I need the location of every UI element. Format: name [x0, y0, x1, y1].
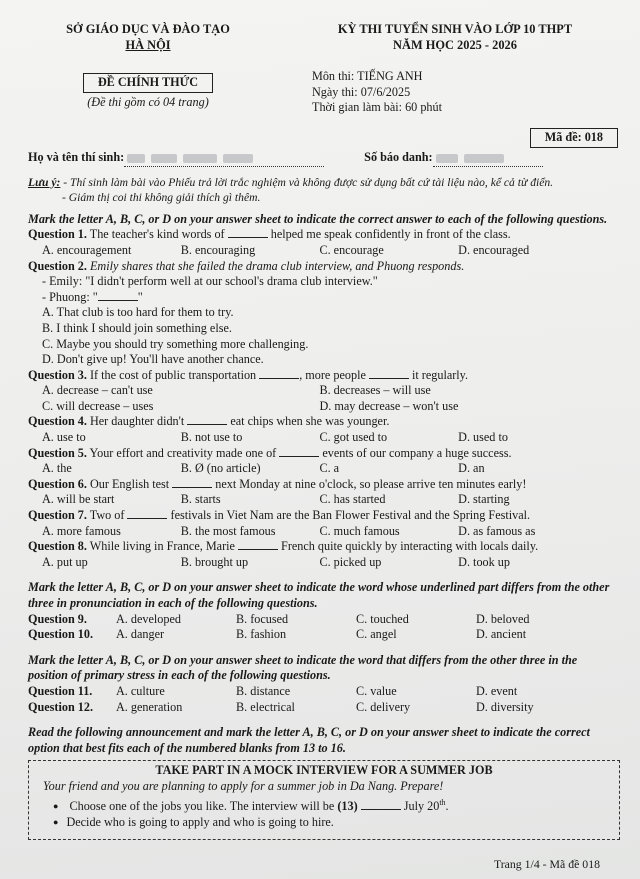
q2-option-d[interactable]: D. Don't give up! You'll have another chance.: [42, 352, 264, 367]
bullet1-blank: [361, 809, 401, 810]
q4-option-c[interactable]: C. got used to: [319, 430, 388, 445]
q2-option-b[interactable]: B. I think I should join something else.: [42, 320, 232, 335]
exam-title: KỲ THI TUYỂN SINH VÀO LỚP 10 THPT: [337, 22, 573, 36]
q11-option-c[interactable]: C. value: [356, 683, 397, 698]
q3-blank-1: [259, 378, 299, 379]
question-7: [28, 508, 620, 524]
section3-instruction: Mark the letter A, B, C, or D on your answer sheet to indicate the word that differs from the other three in the position of primary stress in each of the following questions.: [28, 652, 578, 683]
question-3: [28, 368, 620, 384]
q3-options-row1: [42, 383, 620, 399]
question-11: [28, 684, 620, 700]
q7-options: [42, 524, 620, 540]
q7-stem-b: festivals in Viet Nam are the Ban Flower Festival and the Spring Festival.: [170, 508, 531, 523]
q1-option-a[interactable]: A. encouragement: [42, 242, 132, 257]
q5-option-b[interactable]: B. Ø (no article): [180, 461, 261, 476]
q12-option-d[interactable]: D. diversity: [476, 699, 534, 714]
notes-line1: - Thí sinh làm bài vào Phiếu trả lời trắc nghiệm và không được sử dụng bất cứ tài liệu nào, kể cả từ điển.: [63, 175, 554, 189]
q7-blank: [127, 518, 167, 519]
q5-options: [42, 461, 620, 477]
exam-header: [28, 22, 620, 116]
q2-line1: - Emily: "I didn't perform well at our school's drama club interview.": [42, 274, 378, 289]
q8-option-a[interactable]: A. put up: [42, 554, 88, 569]
announcement-bullet-1: [53, 795, 605, 816]
q6-options: [42, 492, 620, 508]
q8-option-c[interactable]: C. picked up: [319, 554, 382, 569]
q11-option-b[interactable]: B. distance: [236, 683, 291, 698]
q2-line2: [42, 290, 620, 306]
exam-duration: Thời gian làm bài: 60 phút: [312, 100, 442, 115]
q3-option-b[interactable]: B. decreases – will use: [319, 383, 431, 398]
q7-label: Question 7.: [28, 508, 87, 523]
q1-option-c[interactable]: C. encourage: [319, 242, 384, 257]
q11-label: Question 11.: [28, 683, 93, 698]
question-2: [28, 259, 620, 275]
header-left: [28, 22, 268, 116]
q10-option-d[interactable]: D. ancient: [476, 627, 527, 642]
question-10: [28, 627, 620, 643]
q3-options-row2: [42, 399, 620, 415]
q4-stem-a: Her daughter didn't: [89, 414, 185, 429]
q9-option-a[interactable]: A. developed: [116, 611, 181, 626]
notes: [28, 175, 620, 206]
exam-subject: Môn thi: TIẾNG ANH: [312, 69, 423, 84]
bullet1-sup: th: [439, 797, 446, 807]
section4-instruction: Read the following announcement and mark the letter A, B, C, or D on your answer sheet to indicate the correct option that best fits each of the numbered blanks from 13 to 16.: [28, 725, 590, 755]
q4-options: [42, 430, 620, 446]
notes-line2: - Giám thị coi thi không giải thích gì thêm.: [62, 191, 261, 205]
q6-label: Question 6.: [28, 476, 87, 491]
q2-stem: Emily shares that she failed the drama club interview, and Phuong responds.: [89, 258, 465, 273]
q4-option-d[interactable]: D. used to: [458, 430, 508, 445]
q3-label: Question 3.: [28, 367, 87, 382]
question-4: [28, 414, 620, 430]
q8-label: Question 8.: [28, 539, 87, 554]
q6-stem-a: Our English test: [89, 476, 170, 491]
q3-stem-a: If the cost of public transportation: [89, 367, 257, 382]
q9-option-d[interactable]: D. beloved: [476, 611, 530, 626]
pages-note: (Đề thi gồm có 04 trang): [87, 94, 209, 109]
q1-blank: [228, 237, 268, 238]
question-1: [28, 227, 620, 243]
question-12: [28, 700, 620, 716]
q3-option-c[interactable]: C. will decrease – uses: [42, 398, 154, 413]
q8-options: [42, 555, 620, 571]
question-6: [28, 477, 620, 493]
q1-option-b[interactable]: B. encouraging: [180, 242, 256, 257]
q3-stem-b: , more people: [299, 367, 366, 382]
q5-option-c[interactable]: C. a: [319, 461, 340, 476]
exam-date: Ngày thi: 07/6/2025: [312, 84, 411, 99]
q1-label: Question 1.: [28, 227, 87, 242]
q1-options: [42, 243, 620, 259]
q8-stem-a: While living in France, Marie: [89, 539, 235, 554]
announcement-box: [28, 760, 620, 840]
q10-label: Question 10.: [28, 627, 94, 642]
q2-line2-a: - Phuong: ": [42, 289, 98, 304]
q2-label: Question 2.: [28, 258, 87, 273]
q3-option-a[interactable]: A. decrease – can't use: [42, 383, 153, 398]
q7-option-a[interactable]: A. more famous: [42, 523, 121, 538]
question-8: [28, 539, 620, 555]
bullet1-text-b: July 20: [403, 798, 440, 813]
q12-option-c[interactable]: C. delivery: [356, 699, 411, 714]
q3-stem-c: it regularly.: [411, 367, 469, 382]
q2-blank: [98, 300, 138, 301]
q8-blank: [238, 549, 278, 550]
q6-option-c[interactable]: C. has started: [319, 492, 386, 507]
q7-stem-a: Two of: [89, 508, 125, 523]
header-right: [290, 22, 620, 116]
q10-option-c[interactable]: C. angel: [356, 627, 397, 642]
announcement-bullet-2: ● Decide who is going to apply and who is going to hire.: [53, 815, 605, 832]
q3-option-d[interactable]: D. may decrease – won't use: [319, 398, 459, 413]
q7-option-c[interactable]: C. much famous: [319, 523, 400, 538]
q1-stem-a: The teacher's kind words of: [89, 227, 225, 242]
q12-option-b[interactable]: B. electrical: [236, 699, 295, 714]
exam-code: Mã đề: 018: [530, 128, 618, 148]
q5-option-d[interactable]: D. an: [458, 461, 485, 476]
q1-stem-b: helped me speak confidently in front of the class.: [270, 227, 511, 242]
q5-stem-a: Your effort and creativity made one of: [89, 445, 277, 460]
q2-line2-b: ": [137, 289, 143, 304]
q4-stem-b: eat chips when she was younger.: [230, 414, 390, 429]
q11-option-a[interactable]: A. culture: [116, 683, 165, 698]
org-line2: HÀ NỘI: [125, 37, 171, 52]
q9-option-b[interactable]: B. focused: [236, 611, 289, 626]
candidate-sbd-label: Số báo danh:: [364, 149, 433, 164]
q6-stem-b: next Monday at nine o'clock, so please arrive ten minutes early!: [215, 476, 527, 491]
q8-option-d[interactable]: D. took up: [458, 554, 510, 569]
org-line1: SỞ GIÁO DỤC VÀ ĐÀO TẠO: [66, 22, 230, 36]
bullet1-text-c: .: [445, 798, 449, 813]
q6-option-a[interactable]: A. will be start: [42, 492, 115, 507]
candidate-name-blank: [124, 150, 324, 167]
section1-instruction: Mark the letter A, B, C, or D on your answer sheet to indicate the correct answer to each of the following questions.: [28, 211, 608, 226]
candidate-line: [28, 150, 620, 167]
q12-option-a[interactable]: A. generation: [116, 699, 183, 714]
q6-blank: [172, 487, 212, 488]
exam-year: NĂM HỌC 2025 - 2026: [393, 37, 517, 52]
announcement-intro: Your friend and you are planning to apply for a summer job in Da Nang. Prepare!: [43, 778, 444, 793]
page-footer: Trang 1/4 - Mã đề 018: [493, 857, 600, 872]
q9-option-c[interactable]: C. touched: [356, 611, 409, 626]
q3-blank-2: [369, 378, 409, 379]
q4-option-a[interactable]: A. use to: [42, 430, 86, 445]
q9-label: Question 9.: [28, 611, 87, 626]
official-badge: ĐỀ CHÍNH THỨC: [83, 73, 213, 93]
q4-label: Question 4.: [28, 414, 87, 429]
bullet1-blank-number: (13): [337, 798, 358, 813]
section2-instruction: Mark the letter A, B, C, or D on your answer sheet to indicate the word whose underlined part differs from the other three in pronunciation in each of the following questions.: [28, 580, 610, 610]
q5-stem-b: events of our company a huge success.: [322, 445, 512, 460]
q10-option-b[interactable]: B. fashion: [236, 627, 287, 642]
question-5: [28, 446, 620, 462]
candidate-sbd-blank: [433, 150, 543, 167]
q7-option-b[interactable]: B. the most famous: [180, 523, 276, 538]
q12-label: Question 12.: [28, 699, 94, 714]
q5-option-a[interactable]: A. the: [42, 461, 72, 476]
q6-option-d[interactable]: D. starting: [458, 492, 510, 507]
announcement-title: TAKE PART IN A MOCK INTERVIEW FOR A SUMMER JOB: [155, 763, 493, 778]
q2-option-c[interactable]: C. Maybe you should try something more challenging.: [42, 336, 309, 351]
q8-option-b[interactable]: B. brought up: [180, 554, 249, 569]
bullet1-text-a: Choose one of the jobs you like. The interview will be: [69, 798, 335, 813]
candidate-name-label: Họ và tên thí sinh:: [28, 149, 125, 164]
q10-option-a[interactable]: A. danger: [116, 627, 165, 642]
q2-option-a[interactable]: A. That club is too hard for them to try.: [42, 305, 234, 320]
q11-option-d[interactable]: D. event: [476, 683, 518, 698]
q4-blank: [187, 424, 227, 425]
q4-option-b[interactable]: B. not use to: [180, 430, 243, 445]
q1-option-d[interactable]: D. encouraged: [458, 242, 530, 257]
exam-info: [290, 69, 620, 116]
question-9: [28, 612, 620, 628]
q7-option-d[interactable]: D. as famous as: [458, 523, 536, 538]
q5-label: Question 5.: [28, 445, 87, 460]
q5-blank: [279, 456, 319, 457]
notes-label: Lưu ý:: [28, 175, 61, 189]
q6-option-b[interactable]: B. starts: [180, 492, 221, 507]
q8-stem-b: French quite quickly by interacting with locals daily.: [281, 539, 539, 554]
